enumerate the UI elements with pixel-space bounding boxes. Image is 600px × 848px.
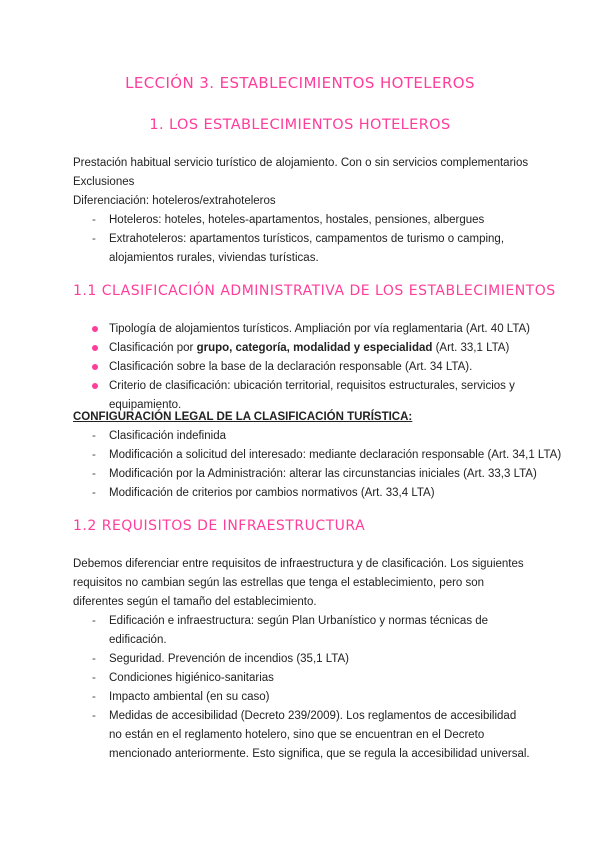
section-1-1-heading: 1.1 CLASIFICACIÓN ADMINISTRATIVA DE LOS ESTABLECIMIENTOS (73, 283, 556, 299)
list-item: - Extrahoteleros: apartamentos turísticos, campamentos de turismo o camping, alojamientos rurales, viviendas turísticas. (92, 230, 522, 268)
pink-bullet-icon (92, 345, 98, 351)
bullet-text: Tipología de alojamientos turísticos. Ampliación por vía reglamentaria (Art. 40 LTA) (109, 323, 531, 335)
section-1-heading: 1. LOS ESTABLECIMIENTOS HOTELEROS (149, 117, 451, 133)
pink-bullet-icon (92, 383, 98, 389)
list-item: - Condiciones higiénico-sanitarias (92, 669, 532, 688)
config-heading: CONFIGURACIÓN LEGAL DE LA CLASIFICACIÓN TURÍSTICA: (73, 411, 413, 423)
pink-bullet-icon (92, 364, 98, 370)
list-item (92, 339, 552, 358)
list-item (92, 320, 552, 339)
section-1-2-list (92, 612, 532, 764)
paragraph-line: Prestación habitual servicio turístico de alojamiento. Con o sin servicios complementarios (73, 157, 529, 169)
paragraph-line: Exclusiones (73, 176, 135, 188)
section-1-2-intro: Debemos diferenciar entre requisitos de infraestructura y de clasificación. Los siguientes requisitos no cambian según las estrellas que tenga el establecimiento, pero son diferentes según el tamaño del establecimiento. (73, 558, 524, 608)
bullet-text: Clasificación sobre la base de la declaración responsable (Art. 34 LTA). (109, 361, 473, 373)
section-1-2-heading: 1.2 REQUISITOS DE INFRAESTRUCTURA (73, 518, 366, 534)
bullet-text: Criterio de clasificación: ubicación territorial, requisitos estructurales, servicios y equipamiento. (109, 380, 515, 411)
list-item: - Edificación e infraestructura: según Plan Urbanístico y normas técnicas de edificación. (92, 612, 532, 650)
config-heading-wrap (73, 408, 533, 427)
pink-bullet-icon (92, 326, 98, 332)
list-item: - Medidas de accesibilidad (Decreto 239/2009). Los reglamentos de accesibilidad no están en el reglamento hotelero, sino que se encuentran en el Decreto mencionado anteriormente. Esto significa, que se regula la accesibilidad universal. (92, 707, 532, 764)
section-1-1-bullets (92, 320, 552, 415)
lesson-title: LECCIÓN 3. ESTABLECIMIENTOS HOTELEROS (125, 74, 475, 92)
list-item: - Impacto ambiental (en su caso) (92, 688, 532, 707)
list-item (92, 358, 552, 377)
section-1-list (92, 211, 522, 268)
paragraph-line: Diferenciación: hoteleros/extrahoteleros (73, 195, 276, 207)
bullet-bold-text: grupo, categoría, modalidad y especialidad (196, 342, 433, 354)
list-item: - Clasificación indefinida (92, 427, 562, 446)
list-item: - Modificación por la Administración: alterar las circunstancias iniciales (Art. 33,3 LTA) (92, 465, 562, 484)
config-list (92, 427, 562, 503)
bullet-text: Clasificación por (109, 342, 197, 354)
list-item: - Modificación de criterios por cambios normativos (Art. 33,4 LTA) (92, 484, 562, 503)
section-1-text (73, 154, 533, 211)
list-item: - Seguridad. Prevención de incendios (35,1 LTA) (92, 650, 532, 669)
list-item: - Modificación a solicitud del interesado: mediante declaración responsable (Art. 34,1 LTA) (92, 446, 562, 465)
list-item: - Hoteleros: hoteles, hoteles-apartamentos, hostales, pensiones, albergues (92, 211, 522, 230)
bullet-text: (Art. 33,1 LTA) (432, 342, 510, 354)
